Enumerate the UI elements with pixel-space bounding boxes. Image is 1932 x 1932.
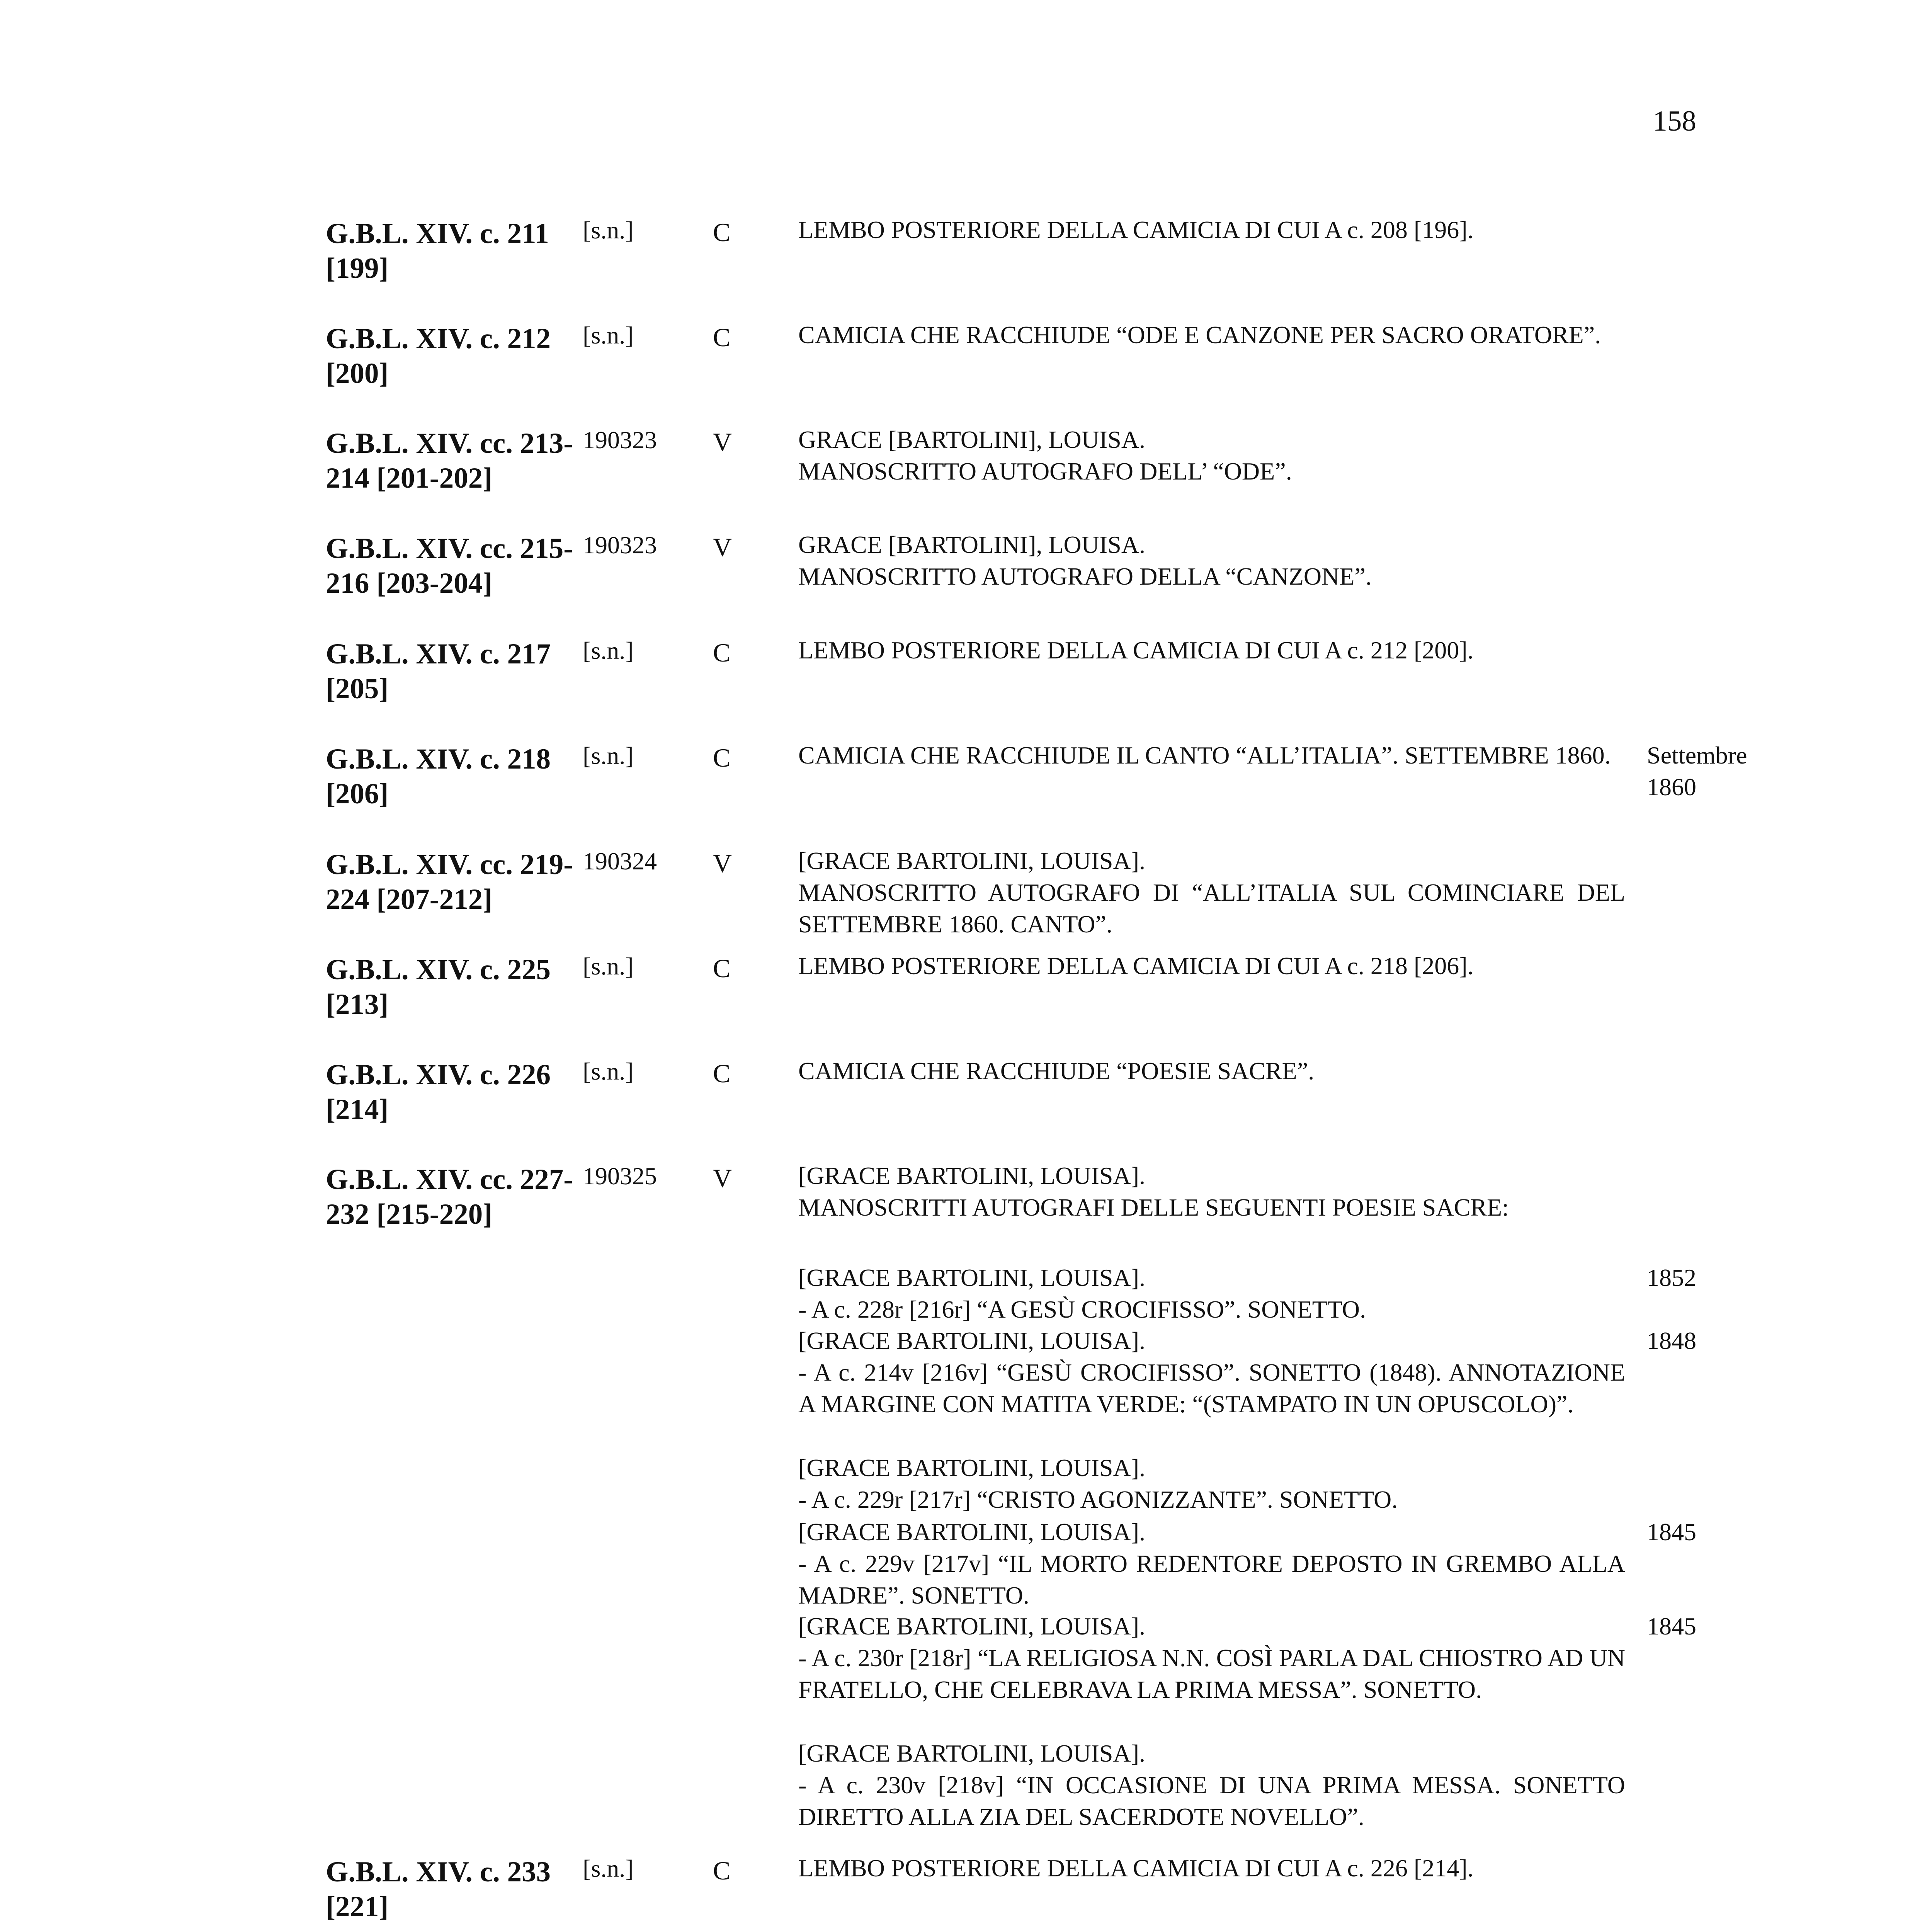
subentry-description <box>798 1738 1625 1833</box>
entry-description <box>798 319 1625 351</box>
inventory-number: 190324 <box>583 847 657 875</box>
subentry-line: - A c. 229r [217r] “CRISTO AGONIZZANTE”. SONETTO. <box>798 1486 1398 1513</box>
description-line: CAMICIA CHE RACCHIUDE “POESIE SACRE”. <box>798 1057 1315 1085</box>
entry-description <box>798 529 1625 592</box>
subentry-date: 1845 <box>1647 1612 1696 1640</box>
entry-type: C <box>713 743 731 772</box>
entry-description <box>798 1160 1625 1223</box>
shelfmark: G.B.L. XIV. c. 233 [221] <box>326 1856 551 1923</box>
entry-type: V <box>713 1163 732 1193</box>
description-line: MANOSCRITTI AUTOGRAFI DELLE SEGUENTI POESIE SACRE: <box>798 1194 1509 1221</box>
description-line: [GRACE BARTOLINI, LOUISA]. <box>798 1162 1146 1189</box>
shelfmark: G.B.L. XIV. cc. 213-214 [201-202] <box>326 427 573 494</box>
subentry-line: [GRACE BARTOLINI, LOUISA]. <box>798 1327 1146 1354</box>
subentry-line: - A c. 230v [218v] “IN OCCASIONE DI UNA PRIMA MESSA. SONETTO DIRETTO ALLA ZIA DEL SACERDOTE NOVELLO”. <box>798 1771 1625 1830</box>
description-line: [GRACE BARTOLINI, LOUISA]. <box>798 847 1146 874</box>
entry-description <box>798 634 1625 666</box>
description-line: CAMICIA CHE RACCHIUDE “ODE E CANZONE PER SACRO ORATORE”. <box>798 321 1601 349</box>
entry-description <box>798 740 1625 771</box>
subentry-date: 1852 <box>1647 1264 1696 1291</box>
subentry-line: [GRACE BARTOLINI, LOUISA]. <box>798 1454 1146 1481</box>
description-line: LEMBO POSTERIORE DELLA CAMICIA DI CUI A c. 218 [206]. <box>798 952 1474 980</box>
inventory-number: 190323 <box>583 531 657 559</box>
subentry-description <box>798 1262 1696 1325</box>
entry-description <box>798 1055 1625 1087</box>
entry-type: V <box>713 427 732 457</box>
subentry-description <box>798 1452 1625 1515</box>
shelfmark: G.B.L. XIV. c. 218 [206] <box>326 743 551 810</box>
subentry-line: [GRACE BARTOLINI, LOUISA]. <box>798 1264 1146 1291</box>
description-line: GRACE [BARTOLINI], LOUISA. <box>798 426 1146 453</box>
entry-date: Settembre 1860 <box>1647 742 1747 801</box>
entry-description <box>798 1852 1625 1884</box>
inventory-number: [s.n.] <box>583 1058 634 1085</box>
inventory-number: [s.n.] <box>583 952 634 980</box>
shelfmark: G.B.L. XIV. cc. 227-232 [215-220] <box>326 1163 573 1230</box>
page-number: 158 <box>1653 105 1696 137</box>
description-line: GRACE [BARTOLINI], LOUISA. <box>798 531 1146 558</box>
inventory-number: [s.n.] <box>583 321 634 349</box>
shelfmark: G.B.L. XIV. c. 211 [199] <box>326 218 549 284</box>
description-line: LEMBO POSTERIORE DELLA CAMICIA DI CUI A c. 226 [214]. <box>798 1854 1474 1882</box>
description-line: CAMICIA CHE RACCHIUDE IL CANTO “ALL’ITALIA”. SETTEMBRE 1860. <box>798 742 1611 769</box>
subentry-date: 1845 <box>1647 1518 1696 1546</box>
shelfmark: G.B.L. XIV. c. 226 [214] <box>326 1059 551 1126</box>
subentry-line: - A c. 228r [216r] “A GESÙ CROCIFISSO”. SONETTO. <box>798 1296 1366 1323</box>
shelfmark: G.B.L. XIV. c. 217 [205] <box>326 638 551 705</box>
subentry-line: [GRACE BARTOLINI, LOUISA]. <box>798 1740 1146 1767</box>
shelfmark: G.B.L. XIV. cc. 219-224 [207-212] <box>326 849 573 915</box>
shelfmark: G.B.L. XIV. c. 225 [213] <box>326 954 551 1020</box>
subentry-date: 1848 <box>1647 1327 1696 1354</box>
entry-description <box>798 845 1625 940</box>
subentry-line: - A c. 214v [216v] “GESÙ CROCIFISSO”. SONETTO (1848). ANNOTAZIONE A MARGINE CON MATITA VERDE: “(STAMPATO IN UN OPUSCOLO)”. <box>798 1359 1625 1418</box>
inventory-number: 190323 <box>583 426 657 454</box>
entry-type: C <box>713 638 731 667</box>
inventory-number: [s.n.] <box>583 1855 634 1882</box>
shelfmark: G.B.L. XIV. cc. 215-216 [203-204] <box>326 532 573 599</box>
shelfmark: G.B.L. XIV. c. 212 [200] <box>326 323 551 389</box>
inventory-number: [s.n.] <box>583 742 634 769</box>
entry-type: C <box>713 954 731 983</box>
description-line: MANOSCRITTO AUTOGRAFO DELLA “CANZONE”. <box>798 563 1372 590</box>
entry-type: V <box>713 849 732 878</box>
inventory-number: [s.n.] <box>583 637 634 664</box>
entry-description <box>798 424 1625 487</box>
subentry-description <box>798 1611 1696 1706</box>
subentry-description <box>798 1325 1696 1420</box>
description-line: LEMBO POSTERIORE DELLA CAMICIA DI CUI A c. 208 [196]. <box>798 216 1474 243</box>
entry-description <box>798 214 1625 246</box>
subentry-line: - A c. 229v [217v] “IL MORTO REDENTORE DEPOSTO IN GREMBO ALLA MADRE”. SONETTO. <box>798 1550 1625 1609</box>
entry-type: C <box>713 1059 731 1088</box>
subentry-line: [GRACE BARTOLINI, LOUISA]. <box>798 1612 1146 1640</box>
inventory-number: [s.n.] <box>583 216 634 244</box>
subentry-description <box>798 1516 1696 1611</box>
description-line: LEMBO POSTERIORE DELLA CAMICIA DI CUI A c. 212 [200]. <box>798 636 1474 664</box>
entry-description <box>798 950 1625 982</box>
subentry-line: - A c. 230r [218r] “LA RELIGIOSA N.N. COSÌ PARLA DAL CHIOSTRO AD UN FRATELLO, CHE CELEBRAVA LA PRIMA MESSA”. SONETTO. <box>798 1644 1625 1703</box>
subentry-line: [GRACE BARTOLINI, LOUISA]. <box>798 1518 1146 1546</box>
entry-type: C <box>713 323 731 352</box>
entry-type: C <box>713 1856 731 1885</box>
entry-type: V <box>713 532 732 562</box>
description-line: MANOSCRITTO AUTOGRAFO DI “ALL’ITALIA SUL COMINCIARE DEL SETTEMBRE 1860. CANTO”. <box>798 879 1625 938</box>
inventory-number: 190325 <box>583 1162 657 1190</box>
description-line: MANOSCRITTO AUTOGRAFO DELL’ “ODE”. <box>798 457 1292 485</box>
entry-type: C <box>713 218 731 247</box>
